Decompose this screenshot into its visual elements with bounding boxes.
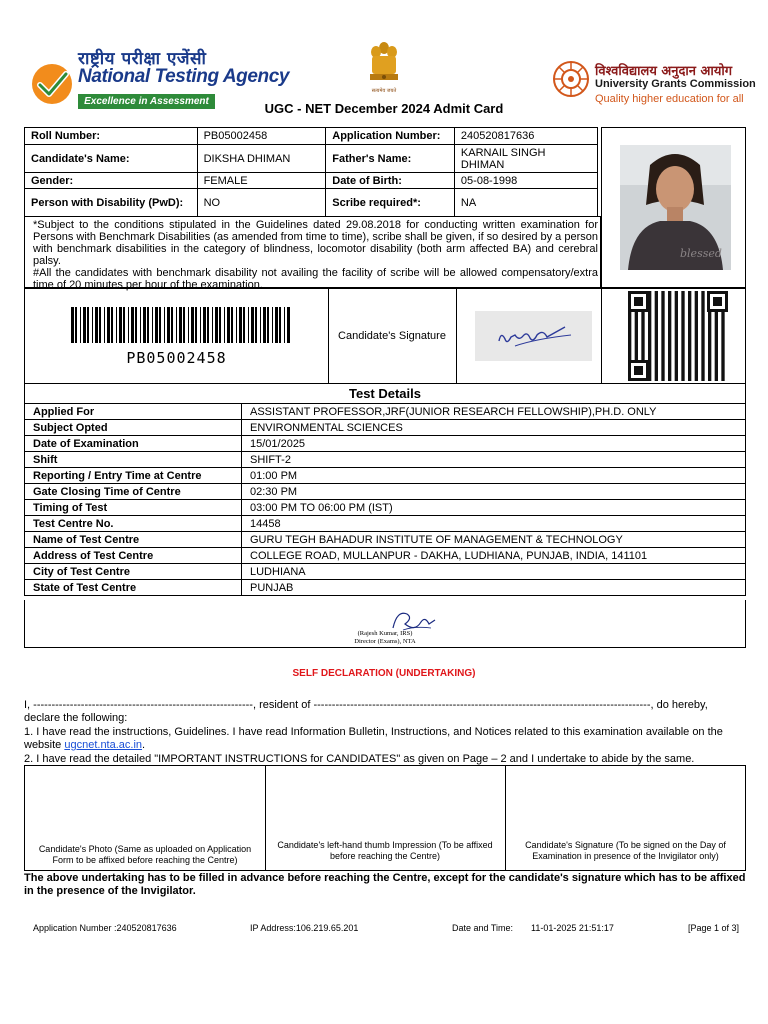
scribe-label: Scribe required*: [326,189,455,217]
footer-page-number: [Page 1 of 3] [688,923,740,933]
test-detail-label: Address of Test Centre [25,548,242,564]
footer-datetime-label: Date and Time: [452,923,514,933]
nta-logo-icon [30,62,74,106]
point1-text: 1. I have read the instructions, Guidelines. I have read Information Bulletin, Instructions, and Notices related to this examination available on the website [24,726,723,751]
ugc-logo-icon [551,59,591,99]
test-detail-row [25,420,746,436]
test-detail-value: 01:00 PM [242,468,746,484]
test-detail-value: PUNJAB [242,580,746,596]
test-detail-label: State of Test Centre [25,580,242,596]
point1-suffix: . [142,739,146,751]
test-detail-row [25,500,746,516]
candidate-name-value: DIKSHA DHIMAN [197,145,326,173]
test-detail-value: COLLEGE ROAD, MULLANPUR - DAKHA, LUDHIANA, PUNJAB, INDIA, 141101 [242,548,746,564]
qr-cell [601,289,746,383]
gender-value: FEMALE [197,173,326,189]
barcode-cell [25,289,329,383]
declaration-point-1 [24,726,746,752]
test-detail-row [25,484,746,500]
nta-name: National Testing Agency [78,66,290,87]
father-name-label: Father's Name: [326,145,455,173]
pwd-value: NO [197,189,326,217]
national-emblem-icon [365,40,403,92]
test-detail-value: ASSISTANT PROFESSOR,JRF(JUNIOR RESEARCH FELLOWSHIP),PH.D. ONLY [242,404,746,420]
dob-label: Date of Birth: [326,173,455,189]
test-detail-label: Timing of Test [25,500,242,516]
test-detail-label: Name of Test Centre [25,532,242,548]
undertaking-boxes [24,765,746,871]
declaration-text [24,699,746,767]
test-detail-row [25,580,746,596]
photo-affix-caption: Candidate's Photo (Same as uploaded on Application Form to be affixed before reaching the Centre) [38,844,252,865]
emblem-motto: सत्यमेव जयते [371,88,397,94]
dob-value: 05-08-1998 [454,173,597,189]
extra-time-text: #All the candidates with benchmark disability not availing the facility of scribe will be allowed compensatory/extra time of 20 minutes per hour of the examination. [33,267,598,291]
footer-application-number: Application Number :240520817636 [33,923,177,933]
ugc-tagline: Quality higher education for all [595,93,744,105]
director-name: (Rajesh Kumar, IRS) [357,630,413,637]
self-declaration-title: SELF DECLARATION (UNDERTAKING) [292,668,476,679]
barcode-text: PB05002458 [126,349,227,367]
test-detail-value: 02:30 PM [242,484,746,500]
declaration-point-2: 2. I have read the detailed "IMPORTANT INSTRUCTIONS for CANDIDATES" as given on Page – 2 and I undertake to abide by the same. [24,753,695,765]
test-detail-value: 15/01/2025 [242,436,746,452]
test-detail-value: ENVIRONMENTAL SCIENCES [242,420,746,436]
ugc-name: University Grants Commission [595,78,756,90]
roll-number-value: PB05002458 [197,128,326,145]
nta-tagline: Excellence in Assessment [78,94,215,109]
test-detail-row [25,452,746,468]
test-detail-row [25,564,746,580]
test-detail-value: GURU TEGH BAHADUR INSTITUTE OF MANAGEMENT & TECHNOLOGY [242,532,746,548]
admit-card-title: UGC - NET December 2024 Admit Card [264,101,504,116]
footer-datetime-value: 11-01-2025 21:51:17 [531,923,614,933]
photo-affix-box [25,766,266,870]
application-number-label: Application Number: [326,128,455,145]
father-name-value: KARNAIL SINGH DHIMAN [454,145,597,173]
test-detail-label: Applied For [25,404,242,420]
footer-ip-address: IP Address:106.219.65.201 [250,923,359,933]
candidate-photo [620,145,731,270]
test-detail-row [25,516,746,532]
barcode-signature-row [24,288,746,384]
gender-label: Gender: [25,173,198,189]
person-photo-icon [620,145,731,270]
website-link[interactable]: ugcnet.nta.ac.in [64,739,143,751]
signature-affix-caption: Candidate's Signature (To be signed on the Day of Examination in presence of the Invigilator only) [525,840,726,861]
thumb-impression-box [265,766,506,870]
scribe-value: NA [454,189,597,217]
test-detail-value: SHIFT-2 [242,452,746,468]
test-detail-label: Subject Opted [25,420,242,436]
handwritten-signature-icon [475,311,592,361]
application-number-value: 240520817636 [454,128,597,145]
test-detail-value: 03:00 PM TO 06:00 PM (IST) [242,500,746,516]
test-detail-label: City of Test Centre [25,564,242,580]
photo-shirt-text: blessed [680,247,722,260]
test-detail-label: Gate Closing Time of Centre [25,484,242,500]
signature-affix-box [506,766,745,870]
thumb-impression-caption: Candidate's left-hand thumb Impression (To be affixed before reaching the Centre) [277,840,493,861]
test-detail-row [25,468,746,484]
test-detail-label: Shift [25,452,242,468]
test-detail-row [25,548,746,564]
scribe-condition-text: *Subject to the conditions stipulated in the Guidelines dated 29.08.2018 for conducting written examination for Persons with Benchmark Disabilities (as amended from time to time), scribe shall be given, if so desired by a person with benchmark disabilities in the category of blindness, locomotor disability (both arm affected BA) and cerebral palsy. [33,219,598,267]
test-detail-label: Reporting / Entry Time at Centre [25,468,242,484]
roll-number-label: Roll Number: [25,128,198,145]
pwd-label: Person with Disability (PwD): [25,189,198,217]
test-details-title: Test Details [24,384,746,404]
qr-code-icon [628,291,728,381]
barcode-icon [71,307,291,347]
test-detail-row [25,404,746,420]
test-detail-row [25,436,746,452]
undertaking-note: The above undertaking has to be filled in advance before reaching the Centre, except for the candidate's signature which has to be affixed in the presence of the Invigilator. [24,872,746,897]
candidate-photo-frame [601,127,746,288]
test-detail-label: Test Centre No. [25,516,242,532]
test-detail-value: LUDHIANA [242,564,746,580]
scribe-conditions [24,216,601,291]
candidate-signature-label: Candidate's Signature [328,289,457,383]
ugc-hindi-name: विश्वविद्यालय अनुदान आयोग [595,64,733,79]
test-details-table [24,403,746,596]
candidate-signature-image [475,311,592,361]
director-title: Director (Exams), NTA [354,638,416,645]
director-signature-box [24,600,746,648]
test-detail-label: Date of Examination [25,436,242,452]
test-detail-row [25,532,746,548]
declaration-line: I, ------------------------------------------------------------, resident of --------------------------------------------------------------------------------------------, do hereby, declare the following: [24,699,708,724]
candidate-name-label: Candidate's Name: [25,145,198,173]
test-detail-value: 14458 [242,516,746,532]
nta-hindi-name: राष्ट्रीय परीक्षा एजेंसी [78,49,207,69]
